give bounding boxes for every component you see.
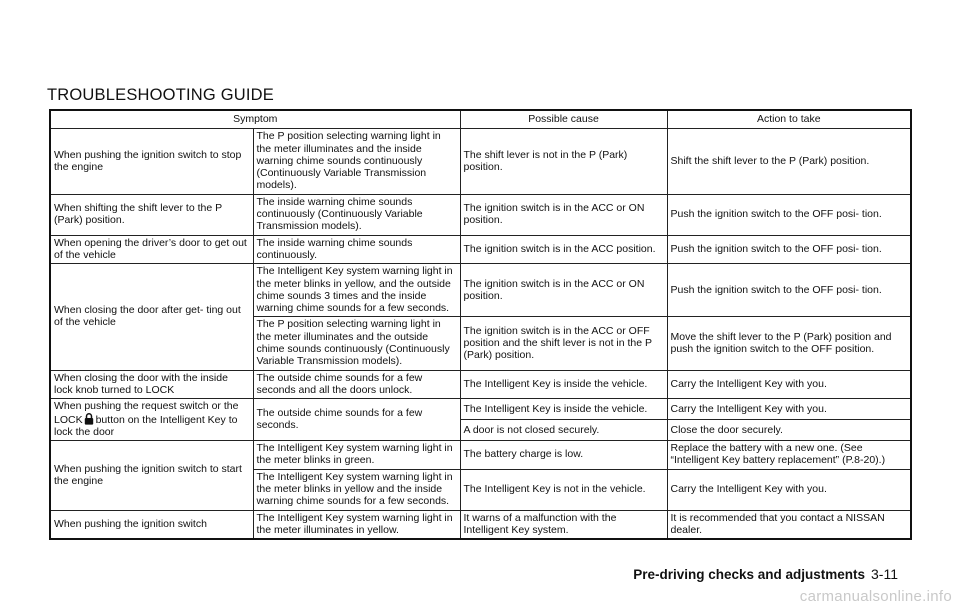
cause-cell: The shift lever is not in the P (Park) position. (460, 129, 667, 194)
action-cell: Carry the Intelligent Key with you. (667, 469, 911, 510)
symptom-detail-cell: The Intelligent Key system warning light in the meter illuminates in yellow. (253, 510, 460, 539)
page-title: TROUBLESHOOTING GUIDE (47, 86, 274, 104)
symptom-cell: When pushing the ignition switch to start the engine (50, 441, 253, 510)
symptom-cell: When shifting the shift lever to the P (Park) position. (50, 194, 253, 235)
action-cell: Carry the Intelligent Key with you. (667, 399, 911, 420)
table-row (50, 194, 911, 235)
action-cell: Carry the Intelligent Key with you. (667, 370, 911, 399)
symptom-detail-cell: The outside chime sounds for a few seconds and all the doors unlock. (253, 370, 460, 399)
symptom-detail-cell: The outside chime sounds for a few seconds. (253, 399, 460, 441)
action-cell: Close the door securely. (667, 420, 911, 441)
symptom-detail-cell: The P position selecting warning light in the meter illuminates and the outside chime sounds continuously (Continuously Variable Transmission models). (253, 317, 460, 370)
cause-cell: The ignition switch is in the ACC position. (460, 235, 667, 264)
action-cell: Shift the shift lever to the P (Park) position. (667, 129, 911, 194)
action-cell: Push the ignition switch to the OFF posi- tion. (667, 194, 911, 235)
action-cell: Push the ignition switch to the OFF posi- tion. (667, 235, 911, 264)
symptom-text-post: button on the Intelligent Key to lock the door (54, 413, 238, 438)
table-row (50, 264, 911, 317)
table-header-row (50, 110, 911, 129)
table-row (50, 235, 911, 264)
symptom-cell (50, 399, 253, 441)
symptom-detail-cell: The Intelligent Key system warning light in the meter blinks in green. (253, 441, 460, 470)
cause-cell: The Intelligent Key is not in the vehicle. (460, 469, 667, 510)
section-title: Pre-driving checks and adjustments (633, 567, 866, 582)
symptom-cell: When pushing the ignition switch (50, 510, 253, 539)
action-cell: Push the ignition switch to the OFF posi- tion. (667, 264, 911, 317)
cause-cell: It warns of a malfunction with the Intelligent Key system. (460, 510, 667, 539)
header-possible-cause: Possible cause (460, 110, 667, 129)
symptom-cell: When opening the driver’s door to get out of the vehicle (50, 235, 253, 264)
header-symptom: Symptom (50, 110, 460, 129)
table-row (50, 399, 911, 420)
cause-cell: A door is not closed securely. (460, 420, 667, 441)
header-action: Action to take (667, 110, 911, 129)
page-number: 3-11 (871, 566, 898, 582)
symptom-detail-cell: The inside warning chime sounds continuously. (253, 235, 460, 264)
table-row (50, 129, 911, 194)
symptom-cell: When pushing the ignition switch to stop the engine (50, 129, 253, 194)
table-row (50, 370, 911, 399)
action-cell: Replace the battery with a new one. (See “Intelligent Key battery replacement” (P.8-20).) (667, 441, 911, 470)
troubleshooting-table (49, 109, 912, 540)
action-cell: It is recommended that you contact a NISSAN dealer. (667, 510, 911, 539)
symptom-detail-cell: The inside warning chime sounds continuously (Continuously Variable Transmission models). (253, 194, 460, 235)
action-cell: Move the shift lever to the P (Park) position and push the ignition switch to the OFF position. (667, 317, 911, 370)
cause-cell: The ignition switch is in the ACC or ON position. (460, 194, 667, 235)
symptom-cell: When closing the door with the inside lock knob turned to LOCK (50, 370, 253, 399)
table-row (50, 441, 911, 470)
cause-cell: The battery charge is low. (460, 441, 667, 470)
cause-cell: The ignition switch is in the ACC or ON position. (460, 264, 667, 317)
cause-cell: The ignition switch is in the ACC or OFF position and the shift lever is not in the P (Park) position. (460, 317, 667, 370)
symptom-cell: When closing the door after get- ting out of the vehicle (50, 264, 253, 370)
page-footer (633, 566, 898, 582)
symptom-text-pre: When pushing the request switch or the LOCK (54, 400, 239, 426)
cause-cell: The Intelligent Key is inside the vehicle. (460, 399, 667, 420)
symptom-detail-cell: The P position selecting warning light in the meter illuminates and the inside warning chime sounds continuously (Continuously Variable Transmission models). (253, 129, 460, 194)
watermark: carmanualsonline.info (799, 588, 952, 605)
cause-cell: The Intelligent Key is inside the vehicle. (460, 370, 667, 399)
table-row (50, 510, 911, 539)
symptom-detail-cell: The Intelligent Key system warning light in the meter blinks in yellow and the inside warning chime sounds for a few seconds. (253, 469, 460, 510)
symptom-detail-cell: The Intelligent Key system warning light in the meter blinks in yellow, and the outside chime sounds 3 times and the inside warning chime sounds for a few seconds. (253, 264, 460, 317)
lock-icon (84, 413, 94, 425)
